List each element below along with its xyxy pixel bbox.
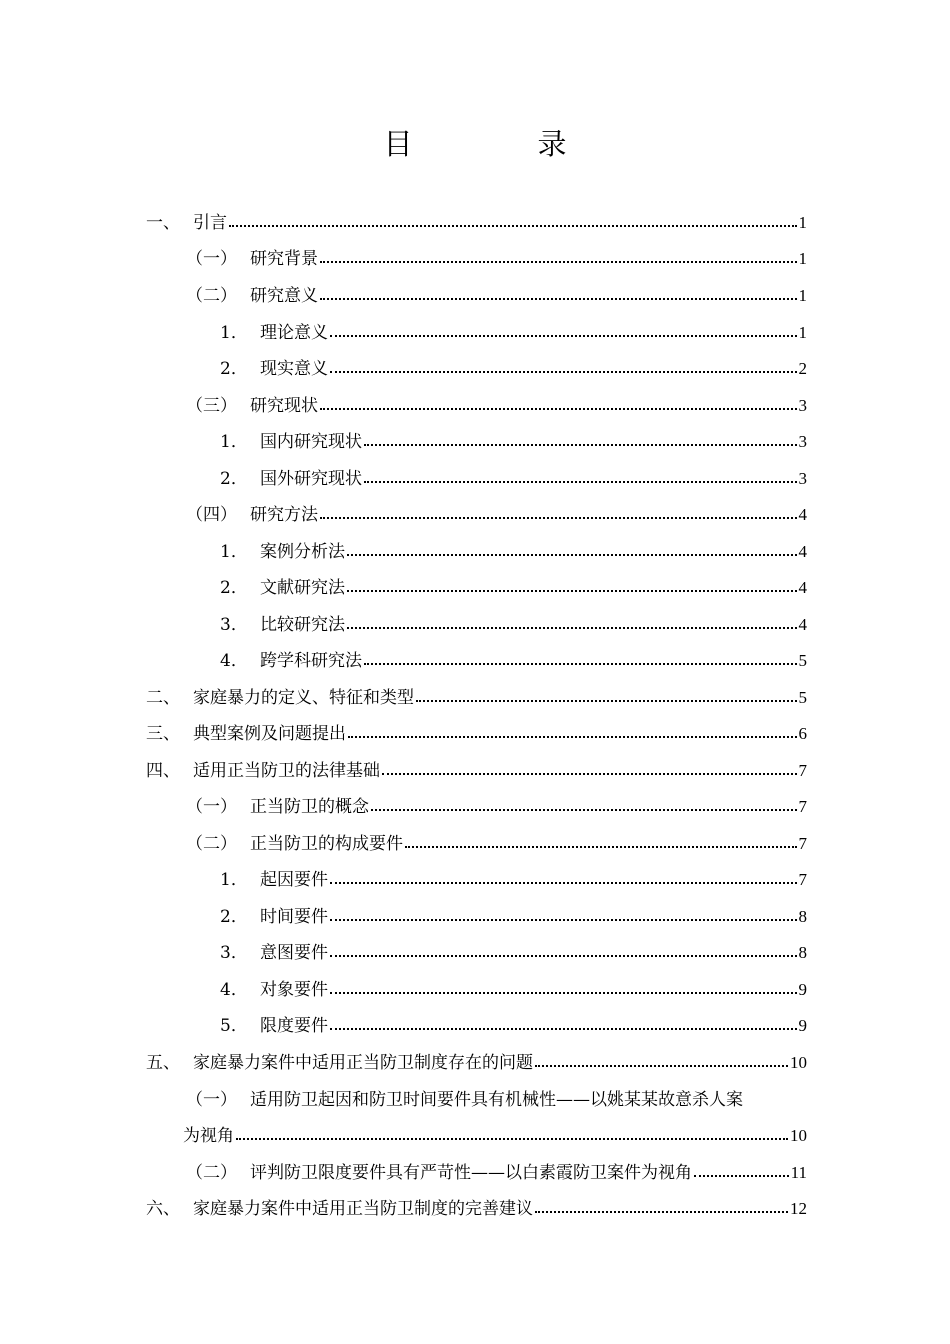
- toc-number: 六、: [146, 1199, 180, 1219]
- toc-entry[interactable]: [0, 896, 950, 932]
- toc-leader: [320, 395, 797, 410]
- toc-number: 1．: [220, 542, 248, 562]
- toc-label: 研究现状: [250, 396, 318, 416]
- toc-label: 意图要件: [260, 943, 328, 963]
- toc-number: 3．: [220, 615, 248, 635]
- toc-page-number: 7: [798, 761, 807, 780]
- toc-leader: [535, 1198, 788, 1213]
- toc-page-number: 7: [798, 834, 807, 853]
- toc-label: 对象要件: [260, 980, 328, 1000]
- toc-page-number: 5: [798, 651, 807, 670]
- toc-number: （二）: [186, 286, 237, 306]
- toc-entry[interactable]: [0, 421, 950, 457]
- toc-leader: [330, 869, 797, 884]
- toc-number: 2．: [220, 578, 248, 598]
- toc-label: 正当防卫的概念: [250, 797, 369, 817]
- toc-number: 2．: [220, 359, 248, 379]
- toc-number: 1．: [220, 432, 248, 452]
- toc-leader: [405, 833, 797, 848]
- toc-entry-wrapped-line1[interactable]: [0, 1079, 950, 1115]
- toc-page-number: 1: [798, 323, 807, 342]
- toc-entry[interactable]: [0, 238, 950, 274]
- toc-leader: [236, 1125, 788, 1140]
- toc-leader: [330, 1015, 797, 1030]
- toc-leader: [320, 285, 797, 300]
- toc-label: 理论意义: [260, 323, 328, 343]
- toc-label: 家庭暴力案件中适用正当防卫制度的完善建议: [193, 1199, 533, 1219]
- toc-entry[interactable]: [0, 823, 950, 859]
- toc-page-number: 1: [798, 249, 807, 268]
- page-title: 目 录: [383, 127, 615, 161]
- toc-page-number: 2: [798, 359, 807, 378]
- toc-page-number: 10: [790, 1053, 807, 1072]
- toc-entry[interactable]: [0, 969, 950, 1005]
- toc-leader: [347, 614, 797, 629]
- toc-label-continued: 为视角: [183, 1126, 234, 1146]
- toc-number: （三）: [186, 396, 237, 416]
- toc-label: 评判防卫限度要件具有严苛性——以白素霞防卫案件为视角: [250, 1163, 692, 1183]
- toc-label: 案例分析法: [260, 542, 345, 562]
- toc-leader: [320, 248, 797, 263]
- toc-page-number: 4: [798, 542, 807, 561]
- toc-entry[interactable]: [0, 1005, 950, 1041]
- toc-entry[interactable]: [0, 1152, 950, 1188]
- toc-page-number: 6: [798, 724, 807, 743]
- toc-number: （一）: [186, 249, 237, 269]
- toc-number: 4．: [220, 980, 248, 1000]
- toc-label: 国外研究现状: [260, 469, 362, 489]
- toc-label: 起因要件: [260, 870, 328, 890]
- toc-entry[interactable]: [0, 859, 950, 895]
- toc-page-number: 3: [798, 469, 807, 488]
- toc-number: （二）: [186, 834, 237, 854]
- toc-entry[interactable]: [0, 275, 950, 311]
- toc-label: 时间要件: [260, 907, 328, 927]
- toc-label: 文献研究法: [260, 578, 345, 598]
- toc-leader: [382, 760, 797, 775]
- toc-leader: [694, 1162, 789, 1177]
- toc-leader: [330, 979, 797, 994]
- toc-page-number: 9: [798, 1016, 807, 1035]
- toc-number: 一、: [146, 213, 180, 233]
- toc-entry[interactable]: [0, 458, 950, 494]
- toc-label: 比较研究法: [260, 615, 345, 635]
- toc-number: （一）: [186, 797, 237, 817]
- toc-number: 1．: [220, 870, 248, 890]
- toc-label: 研究意义: [250, 286, 318, 306]
- toc-entry[interactable]: [0, 1042, 950, 1078]
- toc-leader: [330, 322, 797, 337]
- toc-label: 典型案例及问题提出: [193, 724, 346, 744]
- toc-entry[interactable]: [0, 932, 950, 968]
- toc-leader: [416, 687, 797, 702]
- toc-number: （一）: [186, 1090, 237, 1110]
- toc-label: 研究方法: [250, 505, 318, 525]
- toc-leader: [364, 650, 797, 665]
- toc-label: 限度要件: [260, 1016, 328, 1036]
- toc-page-number: 3: [798, 432, 807, 451]
- toc-leader: [535, 1052, 788, 1067]
- toc-page-number: 8: [798, 943, 807, 962]
- toc-entry[interactable]: [0, 202, 950, 238]
- toc-page-number: 1: [798, 213, 807, 232]
- toc-number: 三、: [146, 724, 180, 744]
- toc-label: 适用防卫起因和防卫时间要件具有机械性——以姚某某故意杀人案: [250, 1090, 743, 1110]
- toc-label: 适用正当防卫的法律基础: [193, 761, 380, 781]
- toc-label: 引言: [193, 213, 227, 233]
- toc-label: 家庭暴力的定义、特征和类型: [193, 688, 414, 708]
- toc-entry[interactable]: [0, 494, 950, 530]
- toc-page-number: 8: [798, 907, 807, 926]
- toc-leader: [330, 942, 797, 957]
- toc-number: 5．: [220, 1016, 248, 1036]
- toc-leader: [330, 906, 797, 921]
- toc-label: 研究背景: [250, 249, 318, 269]
- toc-leader: [330, 358, 797, 373]
- toc-number: 1．: [220, 323, 248, 343]
- toc-number: （四）: [186, 505, 237, 525]
- toc-entry[interactable]: [0, 750, 950, 786]
- toc-page-number: 4: [798, 505, 807, 524]
- toc-number: 五、: [146, 1053, 180, 1073]
- toc-entry[interactable]: [0, 567, 950, 603]
- toc-page-number: 11: [790, 1163, 807, 1182]
- toc-number: 2．: [220, 907, 248, 927]
- toc-page-number: 5: [798, 688, 807, 707]
- toc-page-number: 12: [790, 1199, 807, 1218]
- toc-label: 家庭暴力案件中适用正当防卫制度存在的问题: [193, 1053, 533, 1073]
- toc-label: 现实意义: [260, 359, 328, 379]
- toc-number: 2．: [220, 469, 248, 489]
- toc-entry[interactable]: [0, 1188, 950, 1224]
- toc-page-number: 3: [798, 396, 807, 415]
- toc-entry[interactable]: [0, 312, 950, 348]
- toc-page-number: 4: [798, 578, 807, 597]
- toc-number: 4．: [220, 651, 248, 671]
- toc-entry[interactable]: [0, 640, 950, 676]
- toc-label: 跨学科研究法: [260, 651, 362, 671]
- toc-page-number: 1: [798, 286, 807, 305]
- toc-entry[interactable]: [0, 604, 950, 640]
- toc-label: 国内研究现状: [260, 432, 362, 452]
- toc-page-number: 7: [798, 797, 807, 816]
- toc-entry-wrapped-line2[interactable]: [0, 1115, 950, 1151]
- toc-leader: [364, 431, 797, 446]
- toc-page-number: 10: [790, 1126, 807, 1145]
- toc-leader: [347, 541, 797, 556]
- toc-entry[interactable]: [0, 677, 950, 713]
- toc-entry[interactable]: [0, 531, 950, 567]
- toc-leader: [229, 212, 797, 227]
- toc-number: （二）: [186, 1163, 237, 1183]
- toc-leader: [371, 796, 797, 811]
- toc-number: 四、: [146, 761, 180, 781]
- toc-entry[interactable]: [0, 348, 950, 384]
- toc-page-number: 9: [798, 980, 807, 999]
- toc-number: 二、: [146, 688, 180, 708]
- toc-entry[interactable]: [0, 713, 950, 749]
- toc-number: 3．: [220, 943, 248, 963]
- toc-leader: [364, 468, 797, 483]
- toc-label: 正当防卫的构成要件: [250, 834, 403, 854]
- toc-page-number: 7: [798, 870, 807, 889]
- toc-leader: [320, 504, 797, 519]
- toc-entry[interactable]: [0, 385, 950, 421]
- toc-leader: [347, 577, 797, 592]
- toc-leader: [348, 723, 797, 738]
- toc-page-number: 4: [798, 615, 807, 634]
- toc-entry[interactable]: [0, 786, 950, 822]
